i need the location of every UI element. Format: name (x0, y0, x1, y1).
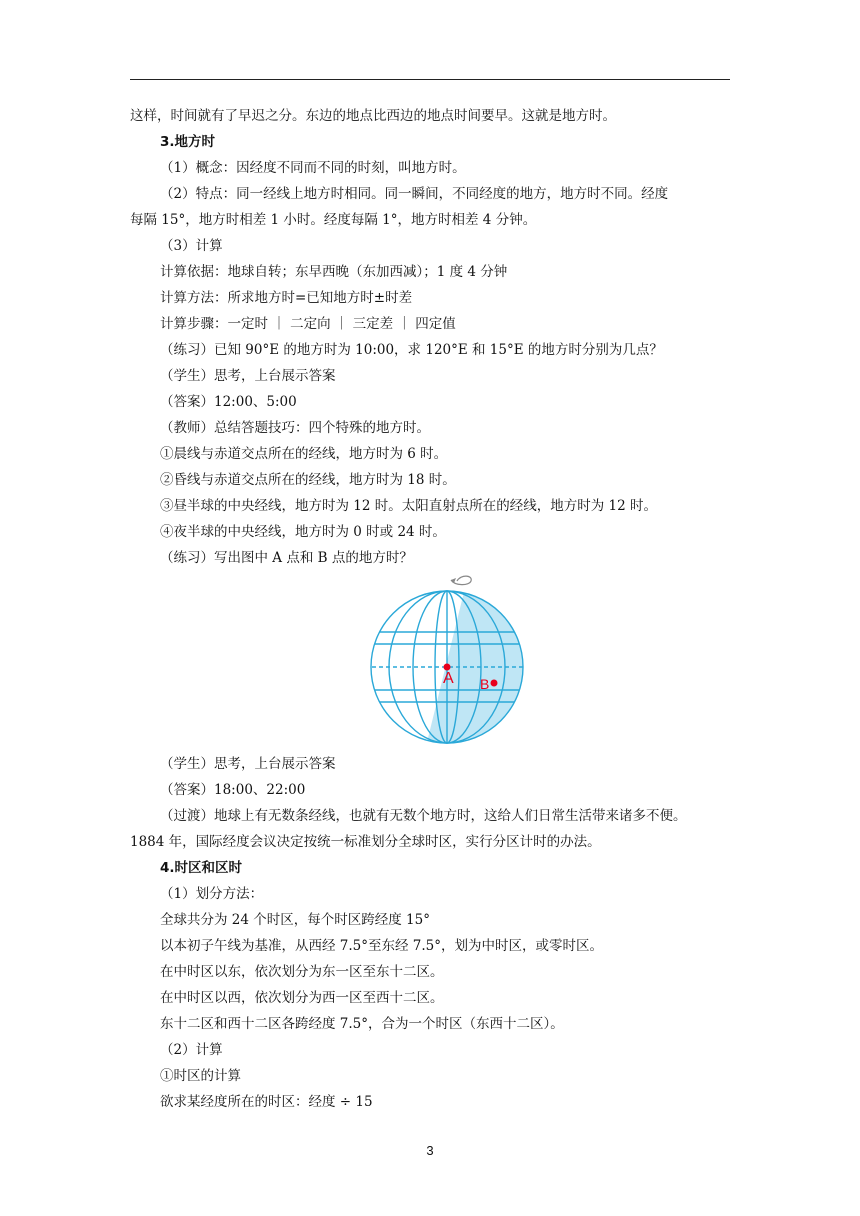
point-b-marker (491, 680, 498, 687)
globe-figure (365, 570, 529, 746)
text-line: （2）计算 (160, 1042, 223, 1058)
text-line: （练习）写出图中 A 点和 B 点的地方时？ (160, 550, 413, 566)
text-line: 计算方法：所求地方时=已知地方时±时差 (160, 290, 413, 306)
text-line: （答案）12:00、5:00 (160, 394, 297, 410)
text-line: （2）特点：同一经线上地方时相同。同一瞬间，不同经度的地方，地方时不同。经度 (160, 186, 669, 202)
text-line: （1）划分方法： (160, 886, 264, 902)
header-rule (130, 79, 730, 80)
text-line: （过渡）地球上有无数条经线，也就有无数个地方时，这给人们日常生活带来诸多不便。 (160, 808, 687, 824)
page-number: 3 (426, 1143, 434, 1158)
text-line: ③昼半球的中央经线，地方时为 12 时。太阳直射点所在的经线，地方时为 12 时。 (160, 498, 658, 514)
text-line: 1884 年，国际经度会议决定按统一标准划分全球时区，实行分区计时的办法。 (130, 834, 601, 850)
text-line: 计算步骤：一定时 ｜ 二定向 ｜ 三定差 ｜ 四定值 (160, 316, 456, 332)
text-line: ④夜半球的中央经线，地方时为 0 时或 24 时。 (160, 524, 446, 540)
text-line: （3）计算 (160, 238, 223, 254)
rotation-arrowhead-icon (451, 578, 456, 583)
section-heading: 3.地方时 (160, 134, 216, 150)
text-line: ②昏线与赤道交点所在的经线，地方时为 18 时。 (160, 472, 456, 488)
point-b-label: B (480, 676, 490, 692)
text-line: 以本初子午线为基准，从西经 7.5°至东经 7.5°，划为中时区，或零时区。 (160, 938, 604, 954)
text-line: 东十二区和西十二区各跨经度 7.5°，合为一个时区（东西十二区）。 (160, 1016, 564, 1032)
point-a-label: A (443, 670, 454, 687)
text-line: （学生）思考，上台展示答案 (160, 756, 336, 772)
section-heading: 4.时区和区时 (160, 860, 243, 876)
text-line: ①晨线与赤道交点所在的经线，地方时为 6 时。 (160, 446, 448, 462)
text-line: 计算依据：地球自转；东早西晚（东加西减）；1 度 4 分钟 (160, 264, 508, 280)
text-line: 在中时区以西，依次划分为西一区至西十二区。 (160, 990, 444, 1006)
text-line: 全球共分为 24 个时区，每个时区跨经度 15° (160, 912, 430, 928)
text-line: 欲求某经度所在的时区：经度 ÷ 15 (160, 1094, 373, 1110)
text-line: （教师）总结答题技巧：四个特殊的地方时。 (160, 420, 430, 436)
text-line: 这样，时间就有了早迟之分。东边的地点比西边的地点时间要早。这就是地方时。 (130, 108, 616, 124)
text-line: （练习）已知 90°E 的地方时为 10:00，求 120°E 和 15°E 的地方时分别为几点？ (160, 342, 663, 358)
text-line: ①时区的计算 (160, 1068, 241, 1084)
text-line: （1）概念：因经度不同而不同的时刻，叫地方时。 (160, 160, 466, 176)
text-line: （答案）18:00、22:00 (160, 782, 306, 798)
text-line: 每隔 15°，地方时相差 1 小时。经度每隔 1°，地方时相差 4 分钟。 (130, 212, 537, 228)
text-line: （学生）思考，上台展示答案 (160, 368, 336, 384)
text-line: 在中时区以东，依次划分为东一区至东十二区。 (160, 964, 444, 980)
